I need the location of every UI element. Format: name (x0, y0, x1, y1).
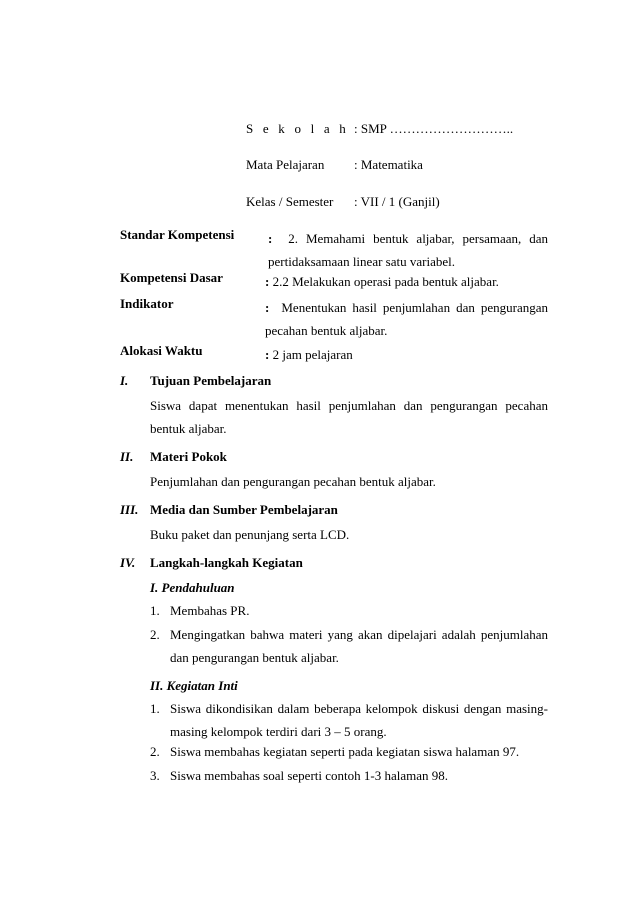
list-item (150, 740, 548, 763)
field-label: Alokasi Waktu (120, 343, 203, 358)
list-number: 2. (150, 744, 160, 759)
list-number: 1. (150, 701, 160, 716)
field-colon: : (265, 300, 270, 315)
field-text: 2. Memahami bentuk aljabar, persamaan, dan pertidaksamaan linear satu variabel. (268, 231, 549, 269)
list-text: Membahas PR. (170, 603, 250, 618)
list-text: Siswa membahas soal seperti contoh 1-3 halaman 98. (170, 768, 448, 783)
list-item (150, 697, 548, 743)
subheading-pendahuluan: I. Pendahuluan (150, 580, 235, 595)
section-text-materi: Penjumlahan dan pengurangan pecahan bentuk aljabar. (150, 474, 436, 489)
field-colon: : (265, 274, 270, 289)
field-colon: : (268, 231, 273, 246)
field-value (265, 296, 548, 342)
header-label: Kelas / Semester (246, 194, 334, 209)
field-value (265, 270, 548, 293)
field-text: Menentukan hasil penjumlahan dan pengurangan pecahan bentuk aljabar. (265, 300, 549, 338)
section-title: Tujuan Pembelajaran (150, 373, 272, 388)
section-title: Materi Pokok (150, 449, 227, 464)
section-text-media: Buku paket dan penunjang serta LCD. (150, 527, 350, 542)
list-text: Siswa membahas kegiatan seperti pada kegiatan siswa halaman 97. (170, 744, 520, 759)
section-number: IV. (120, 555, 136, 570)
field-value (265, 343, 548, 366)
list-item (150, 623, 548, 669)
list-number: 2. (150, 627, 160, 642)
header-value: : VII / 1 (Ganjil) (354, 194, 440, 209)
subheading-kegiatan-inti: II. Kegiatan Inti (150, 678, 238, 693)
header-value: : SMP ……………………….. (354, 121, 514, 136)
section-text-tujuan: Siswa dapat menentukan hasil penjumlahan dan pengurangan pecahan bentuk aljabar. (150, 398, 548, 436)
list-text: Mengingatkan bahwa materi yang akan dipelajari adalah penjumlahan dan pengurangan bentuk aljabar. (170, 627, 548, 665)
field-colon: : (265, 347, 270, 362)
list-item (150, 599, 548, 622)
header-label: Mata Pelajaran (246, 157, 325, 172)
section-number: III. (120, 502, 139, 517)
field-value (268, 227, 548, 273)
field-label: Kompetensi Dasar (120, 270, 223, 285)
list-number: 1. (150, 603, 160, 618)
header-value: : Matematika (354, 157, 423, 172)
list-text: Siswa dikondisikan dalam beberapa kelompok diskusi dengan masing-masing kelompok terdiri dari 3 – 5 orang. (170, 701, 548, 739)
list-number: 3. (150, 768, 160, 783)
field-text: 2.2 Melakukan operasi pada bentuk aljabar. (272, 274, 499, 289)
list-item (150, 764, 548, 787)
field-text: 2 jam pelajaran (272, 347, 353, 362)
field-label: Indikator (120, 296, 174, 311)
header-label: S e k o l a h (246, 121, 349, 136)
section-title: Media dan Sumber Pembelajaran (150, 502, 338, 517)
section-number: II. (120, 449, 134, 464)
section-title: Langkah-langkah Kegiatan (150, 555, 303, 570)
section-number: I. (120, 373, 129, 388)
field-label: Standar Kompetensi (120, 227, 235, 242)
